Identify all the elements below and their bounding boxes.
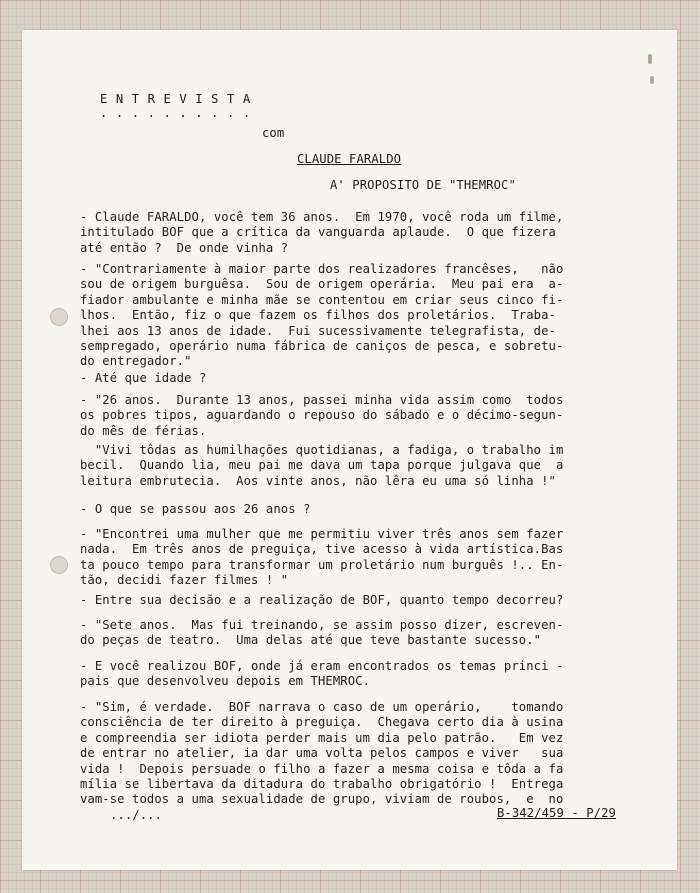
paragraph: - "Sim, é verdade. BOF narrava o caso de um operário, tomando consciência de ter direito à preguiça. Chegava certo dia à usina e compreendia ser idiota perder mais um dia pelo patrão. Em vez de entrar no atelier, ia dar uma volta pelos campos e viver sua vida ! Depois persuade o filho a fazer a mesma coisa e tôda a fa mília se libertava da ditadura do trabalho obrigatório ! Entrega vam-se todos a uma sexualidade de grupo, viviam de roubos, e no: [80, 700, 564, 807]
paragraph: "Vivi tôdas as humilhações quotidianas, a fadiga, o trabalho im becil. Quando lia, meu pai me dava um tapa porque julgava que a leitura embrutecia. Aos vinte anos, não lêra eu uma só linha !": [80, 443, 564, 488]
paragraph: - "Contrariamente à maior parte dos realizadores francêses, não sou de origem burguêsa. Sou de origem operária. Meu pai era a- fiador ambulante e minha mãe se contentou em criar seus cinco fi- lhos. Então, fiz o que fazem os filhos dos proletários. Traba- lhei aos 13 anos de idade. Fui sucessivamente telegrafista, de- sempregado, operário numa fábrica de caniços de pesca, e sobretu- do entregador.": [80, 262, 564, 369]
paragraph: - "Sete anos. Mas fui treinando, se assim posso dizer, escreven- do peças de teatro. Uma delas até que teve bastante sucesso.": [80, 618, 564, 648]
paragraph: - Até que idade ?: [80, 371, 207, 385]
document-reference: B-342/459 - P/29: [497, 806, 616, 820]
paper-stain: [648, 54, 652, 64]
document-label: E N T R E V I S T A: [100, 92, 251, 106]
interviewee-name: CLAUDE FARALDO: [297, 152, 402, 166]
paragraph: - "Encontrei uma mulher que me permitiu viver três anos sem fazer nada. Em três anos de preguiça, tive acesso à vida artística.Bas ta pouco tempo para transformar um proletário num burguês !.. En- tão, decidi fazer filmes ! ": [80, 527, 564, 588]
paragraph: - E você realizou BOF, onde já eram encontrados os temas princi - pais que desenvolveu depois em THEMROC.: [80, 659, 564, 689]
with-text: com: [262, 126, 285, 140]
continued-marker: .../...: [110, 808, 163, 822]
paragraph: - Entre sua decisão e a realização de BOF, quanto tempo decorreu?: [80, 593, 564, 607]
interview-subject: A' PROPOSITO DE "THEMROC": [330, 178, 516, 192]
label-dots: . . . . . . . . . .: [100, 106, 251, 120]
paragraph: - "26 anos. Durante 13 anos, passei minha vida assim como todos os pobres tipos, aguardando o repouso do sábado e o décimo-segun- do mês de férias.: [80, 393, 564, 438]
paragraph: - O que se passou aos 26 anos ?: [80, 502, 311, 516]
punch-hole-top: [50, 308, 68, 326]
paper-stain: [650, 76, 654, 84]
paragraph: - Claude FARALDO, você tem 36 anos. Em 1970, você roda um filme, intitulado BOF que a crítica da vanguarda aplaude. O que fizera até então ? De onde vinha ?: [80, 210, 564, 255]
punch-hole-bottom: [50, 556, 68, 574]
